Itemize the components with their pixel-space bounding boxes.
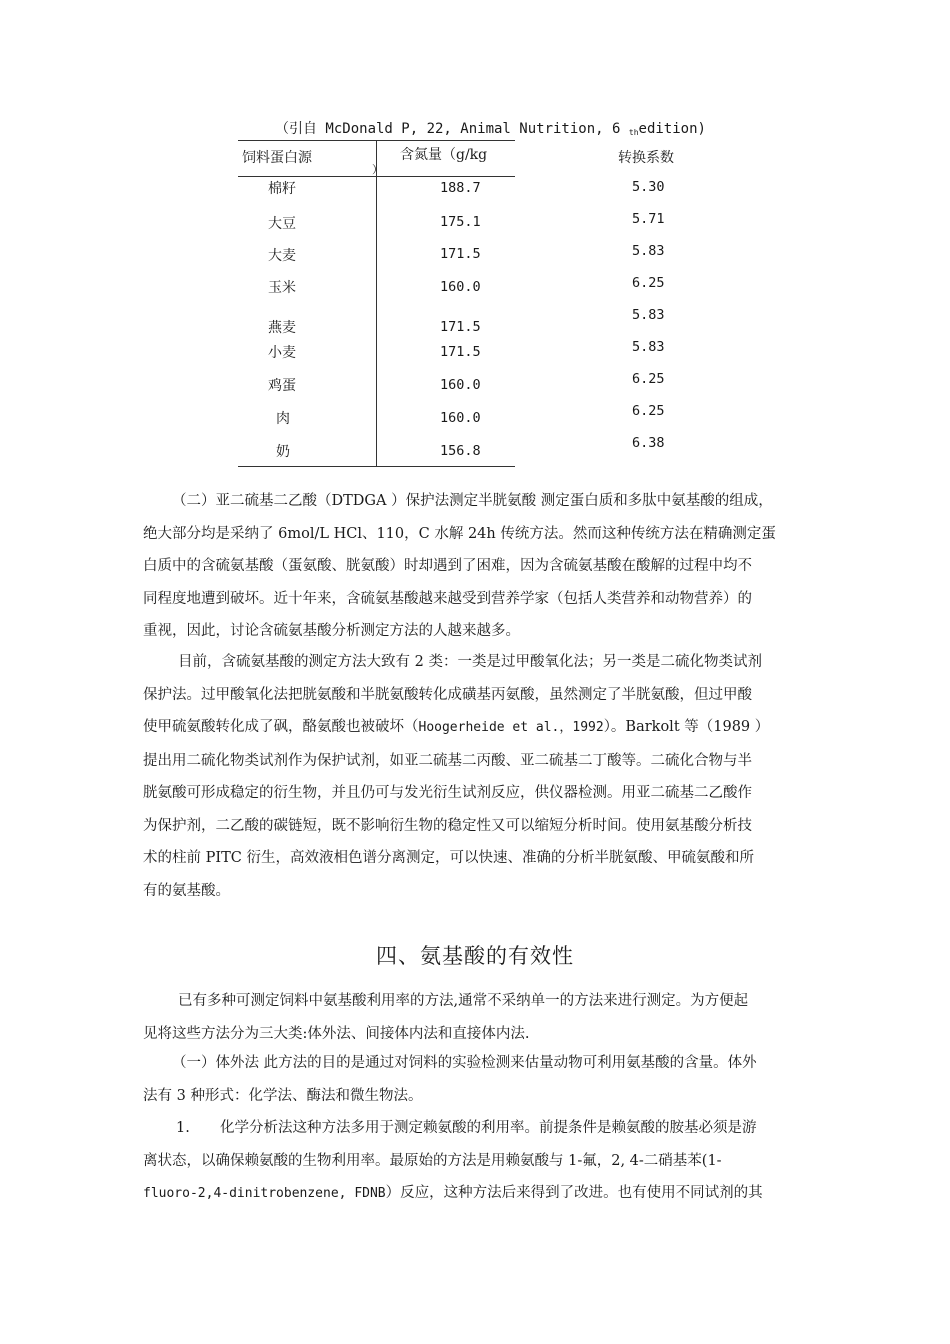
header-nitrogen-content-cont: ） (372, 163, 383, 176)
paragraph-line: 使甲硫氨酸转化成了砜，酪氨酸也被破坏（Hoogerheide et al.，1992）。Barkolt 等（1989 ） (143, 719, 770, 735)
paragraph-line: 目前，含硫氨基酸的测定方法大致有 2 类：一类是过甲酸氧化法；另一类是二硫化物类试剂 (178, 654, 762, 670)
row-source: 大豆 (268, 216, 296, 232)
paragraph-line: （一）体外法 此方法的目的是通过对饲料的实验检测来估量动物可利用氨基酸的含量。体外 (172, 1055, 757, 1071)
row-factor: 6.38 (632, 435, 665, 451)
paragraph-line: 离状态，以确保赖氨酸的生物利用率。最原始的方法是用赖氨酸与 1-氟，2, 4-二硝基苯(1- (143, 1152, 722, 1169)
paragraph-line: 有的氨基酸。 (143, 882, 230, 899)
header-conversion-factor: 转换系数 (618, 150, 674, 166)
row-source: 燕麦 (268, 320, 296, 336)
paragraph-sulfur-amino-acid-methods (143, 646, 816, 907)
row-factor: 6.25 (632, 275, 665, 291)
paragraph-line: 1. 化学分析法这种方法多用于测定赖氨酸的利用率。前提条件是赖氨酸的胺基必须是游 (143, 1112, 816, 1145)
table-column-divider (376, 140, 377, 466)
paragraph-line: 法有 3 种形式：化学法、酶法和微生物法。 (143, 1087, 423, 1104)
paragraph-line: 保护法。过甲酸氧化法把胱氨酸和半胱氨酸转化成磺基丙氨酸，虽然测定了半胱氨酸，但过甲酸 (143, 686, 752, 703)
paragraph-line: 见将这些方法分为三大类:体外法、间接体内法和直接体内法. (143, 1025, 530, 1042)
row-nitrogen: 156.8 (440, 443, 481, 459)
row-factor: 6.25 (632, 371, 665, 387)
row-source: 奶 (276, 444, 290, 460)
header-feed-protein-source: 饲料蛋白源 (242, 150, 312, 166)
paragraph-line: 术的柱前 PITC 衍生，高效液相色谱分离测定，可以快速、准确的分析半胱氨酸、甲硫氨酸和所 (143, 850, 754, 866)
list-number: 1. (176, 1120, 190, 1136)
row-factor: 5.83 (632, 243, 665, 259)
table-bottom-rule (238, 466, 515, 467)
row-source: 玉米 (268, 280, 296, 296)
paragraph-line: 已有多种可测定饲料中氨基酸利用率的方法,通常不采纳单一的方法来进行测定。为方便起 (178, 993, 749, 1009)
row-nitrogen: 188.7 (440, 180, 481, 196)
paragraph-line: （二）亚二硫基二乙酸（DTDGA ）保护法测定半胱氨酸 测定蛋白质和多肽中氨基酸的组成， (172, 493, 773, 509)
row-source: 肉 (276, 411, 290, 427)
paragraph-line: fluoro-2,4-dinitrobenzene, FDNB）反应，这种方法后来得到了改进。也有使用不同试剂的其 (143, 1185, 763, 1201)
paragraph-line: 为保护剂，二乙酸的碳链短，既不影响衍生物的稳定性又可以缩短分析时间。使用氨基酸分析技 (143, 817, 752, 834)
table-caption: （引自 McDonald P, 22, Animal Nutrition, 6 $_{th}$edition) (275, 121, 706, 137)
paragraph-line: 提出用二硫化物类试剂作为保护试剂，如亚二硫基二丙酸、亚二硫基二丁酸等。二硫化合物与半 (143, 752, 752, 769)
row-factor: 5.83 (632, 307, 665, 323)
row-factor: 6.25 (632, 403, 665, 419)
row-factor: 5.71 (632, 211, 665, 227)
row-factor: 5.83 (632, 339, 665, 355)
paragraph-line: 绝大部分均是采纳了 6mol/L HCl、110，C 水解 24h 传统方法。然而这种传统方法在精确测定蛋 (143, 525, 776, 542)
paragraph-line: 胱氨酸可形成稳定的衍生物，并且仍可与发光衍生试剂反应，供仪器检测。用亚二硫基二乙酸作 (143, 785, 752, 801)
paragraph-line: 白质中的含硫氨基酸（蛋氨酸、胱氨酸）时却遇到了困难，因为含硫氨基酸在酸解的过程中均不 (143, 558, 752, 574)
header-nitrogen-content: 含氮量（g/kg (400, 147, 488, 163)
paragraph-dtdga-method (143, 485, 816, 648)
row-source: 小麦 (268, 345, 296, 361)
row-nitrogen: 160.0 (440, 410, 481, 426)
row-nitrogen: 160.0 (440, 377, 481, 393)
row-source: 棉籽 (268, 181, 296, 197)
row-nitrogen: 171.5 (440, 344, 481, 360)
row-source: 大麦 (268, 248, 296, 264)
paragraph-in-vitro (143, 1047, 816, 1112)
paragraph-availability-intro (143, 985, 816, 1050)
paragraph-chemical-analysis (143, 1112, 816, 1211)
row-source: 鸡蛋 (268, 378, 296, 394)
section-heading: 四、氨基酸的有效性 (376, 944, 574, 968)
row-nitrogen: 171.5 (440, 246, 481, 262)
paragraph-line: 同程度地遭到破坏。近十年来，含硫氨基酸越来越受到营养学家（包括人类营养和动物营养）的 (143, 590, 752, 607)
row-factor: 5.30 (632, 179, 665, 195)
row-nitrogen: 171.5 (440, 319, 481, 335)
row-nitrogen: 175.1 (440, 214, 481, 230)
row-nitrogen: 160.0 (440, 279, 481, 295)
paragraph-line: 重视，因此，讨论含硫氨基酸分析测定方法的人越来越多。 (143, 623, 520, 639)
